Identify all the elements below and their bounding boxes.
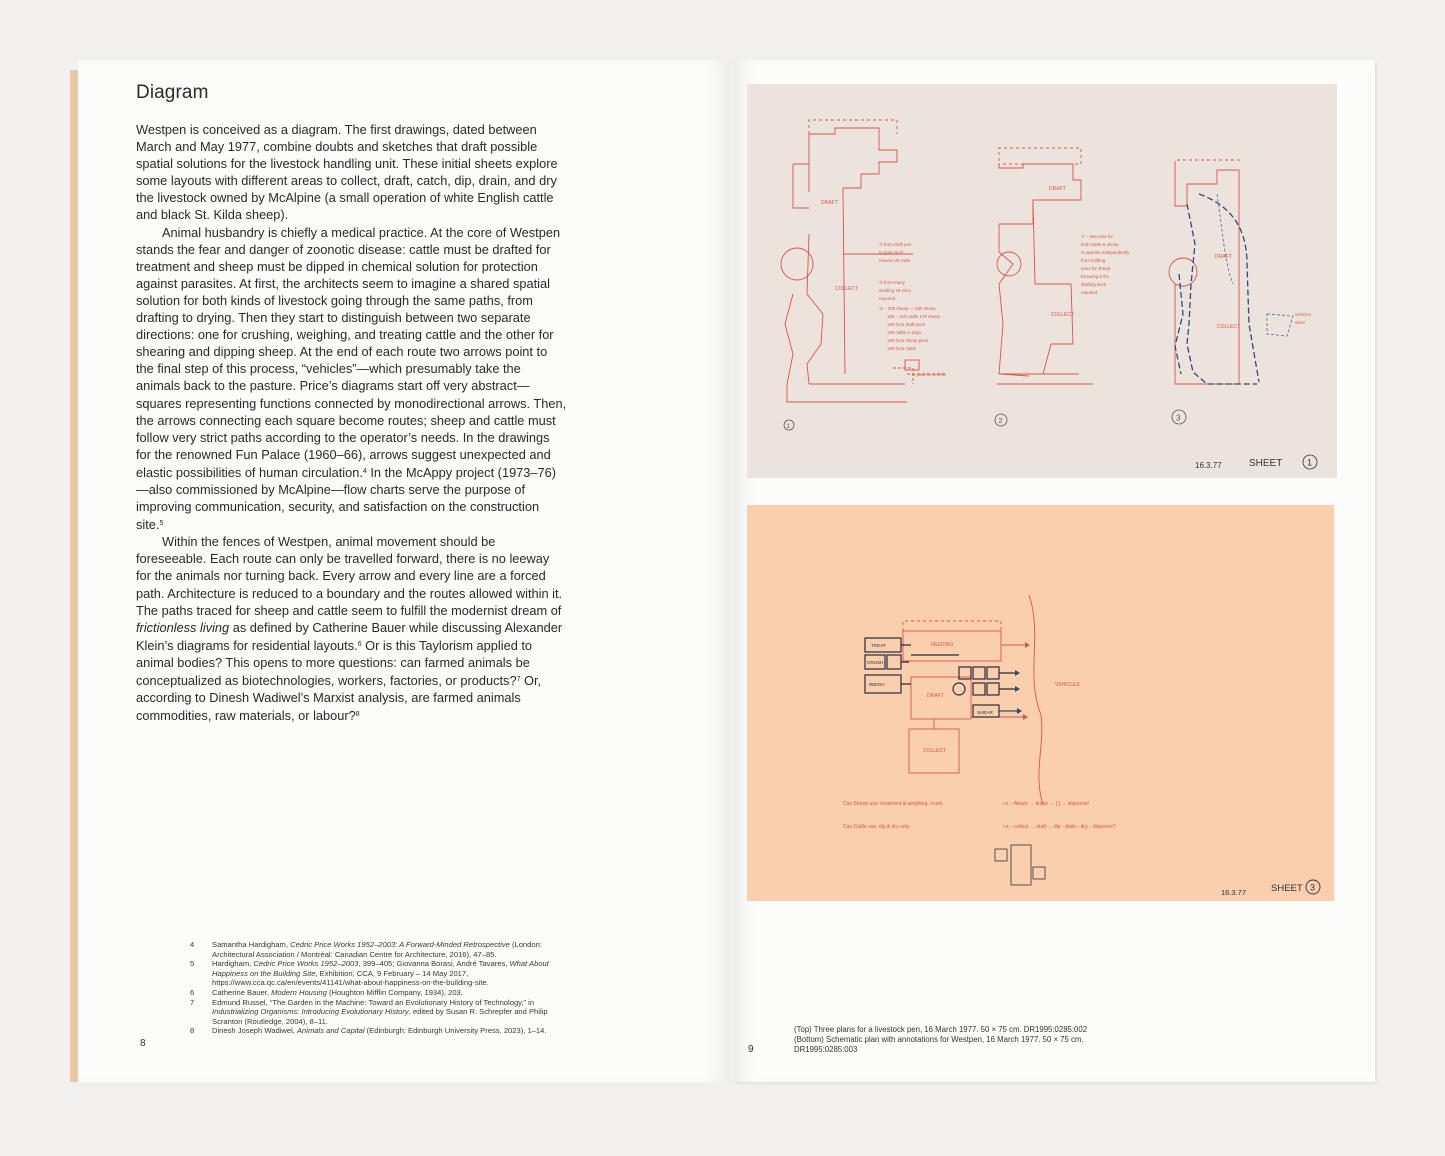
footnote-ref: 8 (355, 711, 360, 719)
footnote-ref: 7 (516, 676, 521, 683)
svg-text:VEHICLES: VEHICLES (1055, 682, 1080, 688)
svg-text:working 18 mins: working 18 mins (879, 288, 911, 293)
svg-text:Can Cattle use: dip & dry only: Can Cattle use: dip & dry only. (843, 824, 911, 830)
top-drawing-date: 16.3.77 (1195, 461, 1222, 470)
svg-text:to operate independently: to operate independently (1081, 250, 1130, 255)
svg-text:drafting work: drafting work (1081, 282, 1107, 287)
svg-text:TREAT: TREAT (871, 643, 886, 648)
svg-text:① – see note for: ① – see note for (1081, 234, 1114, 239)
svg-text:DRAFT: DRAFT (1049, 186, 1066, 192)
svg-text:150 from cattle: 150 from cattle (887, 346, 917, 351)
svg-text:i.e. - collect → draft → dip -: i.e. - collect → draft → dip - drain - dry. - dispense? (1003, 824, 1116, 830)
footnote-item: 8 Dinesh Joseph Wadiwel, Animals and Capital (Edinburgh: Edinburgh University Press, 2023), 1–14. (190, 1026, 547, 1036)
svg-text:150 – 210 cattle 175 sheep: 150 – 210 cattle 175 sheep (887, 314, 940, 319)
svg-text:3: 3 (1176, 413, 1181, 423)
svg-text:DRAFT: DRAFT (1215, 254, 1232, 260)
top-sheet-label: SHEET (1249, 458, 1283, 469)
schematic-sketch (747, 505, 1334, 901)
paragraph-2: Animal husbandry is chiefly a medical practice. At the core of Westpen stands the fear and danger of zoonotic disease: cattle must be drafted for treatment and sheep must be dipped in chemical solution for protection against parasites. At first, the architects seem to imagine a shared spatial solution for both kinds of livestock going through the same paths, from drafting to drying. Then they start to distinguish between two separate directions: one for crushing, weighing, and treating cattle and the other for shearing and dipping sheep. At the end of each route two arrows point to the final step of this process, “vehicles”—which presumably take the animals back to the pasture. Price’s diagrams start off very abstract—squares representing functions connected by monodirectional arrows. Then, the arrows connecting each square become routes; sheep and cattle must follow very strict paths according to the operator’s needs. In the drawings for the renowned Fun Palace (1960–66), arrows suggest unexpected and elastic possibilities of human circulation.$^4$ In the McAppy project (1973–76)—also commissioned by McAlpine—flow charts serve the purpose of improving communication, security, and satisfaction on the construction site.$^5$ (136, 224, 567, 533)
svg-text:150 from draft pens: 150 from draft pens (887, 322, 926, 327)
svg-text:to gain 24 hr: to gain 24 hr (879, 250, 904, 255)
footnote-ref: 4 (362, 467, 367, 475)
footnote-ref: 6 (357, 640, 362, 648)
three-plans-sketch (747, 84, 1337, 478)
svg-text:COLLECT: COLLECT (1051, 312, 1075, 318)
page-number-left: 8 (140, 1038, 146, 1049)
footnote-item: 4 Samantha Hardigham, Cedric Price Works 1952–2003: A Forward-Minded Retrospective (London: Architectural Association / Montréal: Canadian Centre for Architecture, 2016), 47–85. (190, 940, 542, 959)
footnotes (190, 940, 570, 1036)
svg-text:i.e. - Attack → dump → [ ] → d: i.e. - Attack → dump → [ ] → dispense! (1003, 801, 1090, 807)
top-sheet-number: 1 (1307, 457, 1313, 468)
svg-text:SHEAR: SHEAR (977, 710, 993, 715)
svg-text:② from many: ② from many (879, 280, 905, 285)
svg-text:pens for sheep: pens for sheep (1081, 266, 1111, 271)
page-number-right: 9 (748, 1044, 754, 1055)
footnote-item: 7 Edmund Russel, “The Garden in the Machine: Toward an Evolutionary History of Technology,” in Industrializing Organisms: Introducing Evolutionary History, edited by Susan R. Schrepfer and Philip Scranton (Routledge, 2004), 8–11. (190, 997, 548, 1026)
bottom-sheet-number: 3 (1310, 882, 1316, 893)
svg-text:COLLECT: COLLECT (835, 286, 859, 292)
svg-text:both cattle & sheep: both cattle & sheep (1081, 242, 1119, 247)
svg-text:vehicles: vehicles (1295, 312, 1311, 317)
svg-text:① from draft pen: ① from draft pen (879, 242, 912, 247)
section-heading: Diagram (136, 82, 209, 103)
svg-text:shed: shed (1295, 320, 1305, 325)
svg-text:1: 1 (786, 424, 790, 430)
svg-text:150 from sheep pens: 150 from sheep pens (887, 338, 929, 343)
body-text (136, 121, 567, 724)
svg-text:Ensuring 6 fits: Ensuring 6 fits (1081, 274, 1109, 279)
svg-text:Can Sheep use: treatment & wei: Can Sheep use: treatment & weighing, crush. (843, 801, 944, 807)
paragraph-1: Westpen is conceived as a diagram. The first drawings, dated between March and May 1977, combine doubts and sketches that draft possible spatial solutions for the livestock handling unit. These initial sheets explore some layouts with different areas to collect, draft, catch, dip, drain, and dry the livestock owned by McAlpine (a small operation of white English cattle and black St. Kilda sheep). (136, 122, 558, 223)
svg-text:WEIGH: WEIGH (869, 682, 885, 687)
svg-text:③ – 200 sheep — 200 sheep: ③ – 200 sheep — 200 sheep (879, 306, 936, 311)
svg-text:FEEDING: FEEDING (931, 642, 954, 648)
paragraph-3: Within the fences of Westpen, animal movement should be foreseeable. Each route can only be travelled forward, there is no leeway for the animals nor turning back. Every arrow and every line are a forced path. Architecture is reduced to a boundary and the routes allowed within it. The paths traced for sheep and cattle seem to fulfill the modernist dream of frictionless living as defined by Catherine Bauer while discussing Alexander Klein’s diagrams for residential layouts.$^6$ Or is this Taylorism applied to animal bodies? This opens to more questions: can farmed animals be conceptualized as biotechnologies, workers, factories, or products?$^7$ Or, according to Dinesh Wadiwel’s Marxist analysis, are farmed animals commodities, raw materials, or labour?$^8$ (136, 534, 563, 724)
bottom-sheet-label: SHEET (1271, 883, 1303, 894)
svg-text:150 cattle in days: 150 cattle in days (887, 330, 922, 335)
svg-text:DRAFT: DRAFT (821, 200, 838, 206)
svg-text:required: required (1081, 290, 1098, 295)
drawing-three-plans (747, 84, 1337, 478)
svg-text:from holding: from holding (1081, 258, 1106, 263)
svg-text:CRUSH: CRUSH (867, 660, 884, 665)
svg-text:→ pass to vehicle: → pass to vehicle (911, 372, 946, 377)
svg-text:reserve 25 mins: reserve 25 mins (879, 258, 911, 263)
footnote-item: 5 Hardigham, Cedric Price Works 1952–2003, 399–405; Giovanna Borasi, André Tavares, What About Happiness on the Building Site, Exhibition, CCA, 9 February – 14 May 2017, https://www.cca.qc.ca/en/events/41141/what-about-happiness-on-the-building-site. (190, 959, 549, 988)
svg-text:COLLECT: COLLECT (923, 748, 947, 754)
svg-text:required: required (879, 296, 896, 301)
svg-text:DRAFT: DRAFT (927, 693, 944, 699)
svg-text:2: 2 (998, 418, 1003, 425)
svg-text:COLLECT: COLLECT (1217, 324, 1241, 330)
figure-caption: (Top) Three plans for a livestock pen, 16 March 1977. 50 × 75 cm. DR1995:0285:002 (Bottom) Schematic plan with annotations for Westpen, 16 March 1977. 50 × 75 cm. DR1995:0285:003 (794, 1025, 1088, 1054)
drawing-schematic-plan (747, 505, 1334, 901)
footnote-item: 6 Catherine Bauer, Modern Housing (Houghton Mifflin Company, 1934), 203. (190, 987, 463, 997)
footnote-ref: 5 (159, 520, 164, 528)
bottom-drawing-date: 16.3.77 (1221, 888, 1247, 897)
